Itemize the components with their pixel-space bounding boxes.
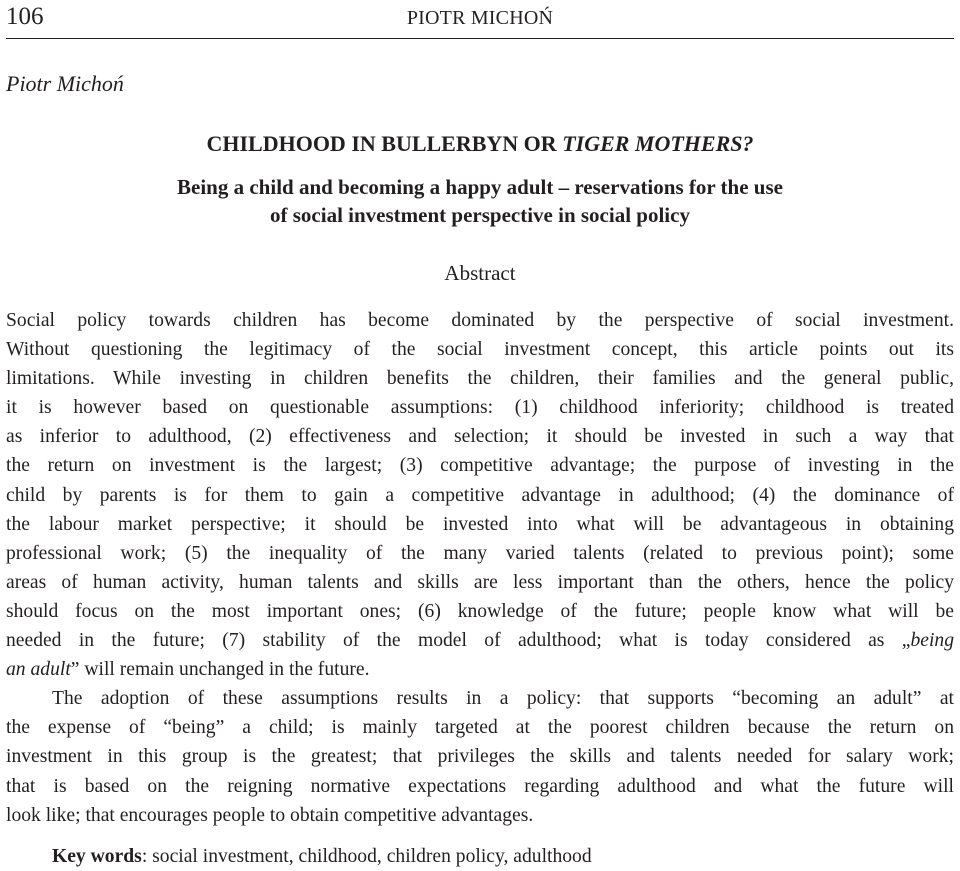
text-line [6,626,954,655]
abstract-body [6,306,954,830]
text-line [6,655,954,684]
text-line: professional work; (5) the inequality of the many varied talents (related to previous point); some [6,542,954,564]
text-line: that is based on the reigning normative expectations regarding adulthood and what the future will [6,775,954,797]
article-subtitle [6,173,954,229]
keywords [52,842,592,871]
text-line: should focus on the most important ones; (6) knowledge of the future; people know what will be [6,600,954,622]
text-line: The adoption of these assumptions results in a policy: that supports “becoming an adult” at [52,688,954,710]
text-line: Social policy towards children has become dominated by the perspective of social investment. [6,310,954,331]
subtitle-line-2: of social investment perspective in social policy [270,203,690,227]
keywords-label: Key words [52,846,142,867]
keywords-text: : social investment, childhood, children policy, adulthood [141,846,592,867]
abstract-paragraph-1 [6,306,954,684]
running-title: PIOTR MICHOŃ [406,7,554,29]
text-line: investment in this group is the greatest; that privileges the skills and talents needed for salary work; [6,746,954,768]
author-name: Piotr Michoń [6,71,124,96]
article-title [6,129,954,159]
text-line: Without questioning the legitimacy of the social investment concept, this article points out its [6,339,954,361]
text-segment: needed in the future; (7) stability of the model of adulthood; what is today considered as „ [6,630,911,652]
text-line: it is however based on questionable assumptions: (1) childhood inferiority; childhood is treated [6,397,954,419]
title-main: CHILDHOOD IN BULLERBYN OR [206,131,563,156]
italic-phrase: being [910,630,954,652]
text-line: the return on investment is the largest; (3) competitive advantage; the purpose of investing in the [6,455,954,477]
paper-page [6,0,954,871]
text-line: as inferior to adulthood, (2) effectiveness and selection; it should be invested in such a way that [6,426,954,448]
text-line: areas of human activity, human talents and skills are less important than the others, hence the policy [6,571,954,593]
subtitle-line-1: Being a child and becoming a happy adult – reservations for the use [177,175,783,199]
text-segment: ” will remain unchanged in the future. [70,659,370,681]
text-line: child by parents is for them to gain a competitive advantage in adulthood; (4) the dominance of [6,484,954,506]
italic-phrase: an adult [6,659,71,681]
abstract-paragraph-2 [6,684,954,829]
title-italic: TIGER MOTHERS? [562,131,754,156]
text-line: the labour market perspective; it should be invested into what will be advantageous in obtaining [6,513,954,535]
page-number: 106 [6,3,44,30]
text-line: limitations. While investing in children benefits the children, their families and the general public, [6,368,954,390]
abstract-heading: Abstract [444,261,516,285]
text-line: look like; that encourages people to obtain competitive advantages. [6,804,534,826]
text-line: the expense of “being” a child; is mainly targeted at the poorest children because the return on [6,717,954,739]
running-header [6,0,954,39]
